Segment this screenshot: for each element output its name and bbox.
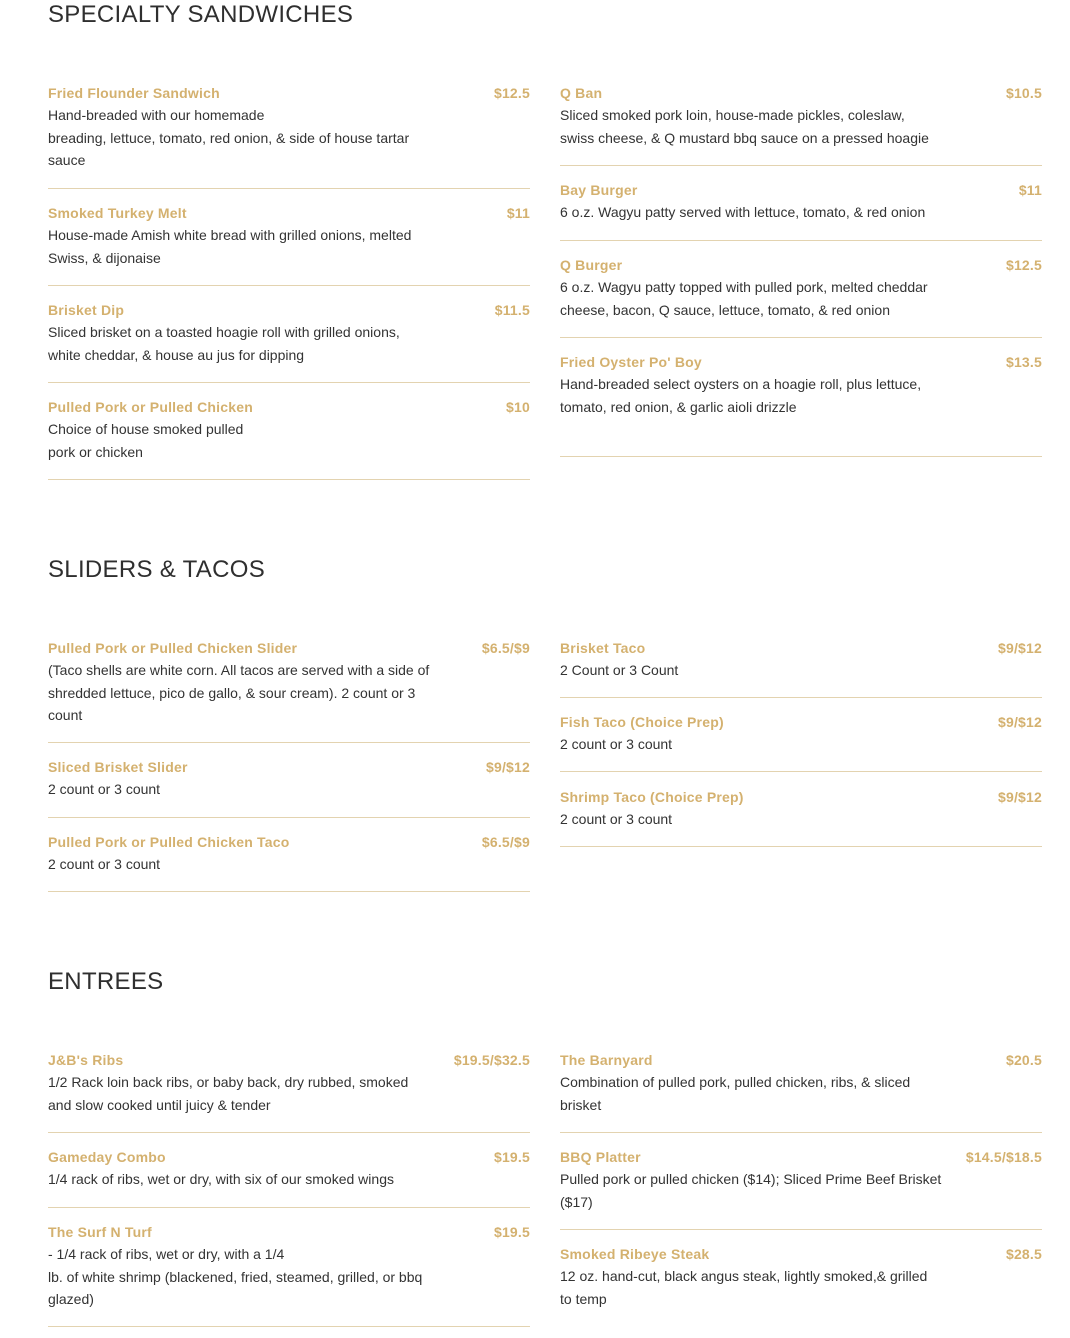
item-description: (Taco shells are white corn. All tacos are served with a side of shredded lettuce, pico de gallo, & sour cream). 2 count or 3 count [48, 662, 430, 723]
item-price: $12.5 [493, 85, 530, 101]
item-price: $11 [1018, 182, 1042, 198]
item-name: Q Ban [560, 85, 603, 101]
item-name: Q Burger [560, 257, 623, 273]
item-price: $9/$12 [997, 789, 1042, 805]
item-name: Smoked Ribeye Steak [560, 1246, 710, 1262]
section-title: SLIDERS & TACOS [48, 556, 266, 583]
item-description: 12 oz. hand-cut, black angus steak, lightly smoked,& grilled to temp [560, 1268, 928, 1307]
menu-item [48, 1146, 530, 1208]
menu-item [48, 756, 530, 818]
item-description: 6 o.z. Wagyu patty topped with pulled pork, melted cheddar cheese, bacon, Q sauce, lettuce, tomato, & red onion [560, 279, 928, 318]
item-price: $11.5 [494, 302, 530, 318]
item-description: Hand-breaded select oysters on a hoagie roll, plus lettuce, tomato, red onion, & garlic aioli drizzle [560, 376, 922, 415]
item-name: Pulled Pork or Pulled Chicken Slider [48, 640, 298, 656]
item-price: $11 [506, 205, 530, 221]
item-price: $12.5 [1005, 257, 1042, 273]
menu-item [560, 1146, 1042, 1230]
item-description: Combination of pulled pork, pulled chicken, ribs, & sliced brisket [560, 1074, 911, 1113]
item-price: $28.5 [1005, 1246, 1042, 1262]
section-specialty-sandwiches [48, 0, 1042, 480]
item-price: $9/$12 [997, 640, 1042, 656]
item-description: Sliced smoked pork loin, house-made pickles, coleslaw, swiss cheese, & Q mustard bbq sauce on a pressed hoagie [560, 107, 929, 146]
item-description: 1/4 rack of ribs, wet or dry, with six of our smoked wings [48, 1171, 394, 1187]
section-sliders-tacos [48, 555, 1042, 895]
item-description: - 1/4 rack of ribs, wet or dry, with a 1/4 lb. of white shrimp (blackened, fried, steamed, grilled, or bbq glazed) [48, 1246, 423, 1307]
menu-item [560, 82, 1042, 166]
item-description: 6 o.z. Wagyu patty served with lettuce, tomato, & red onion [560, 204, 926, 220]
item-description: 2 count or 3 count [560, 736, 673, 752]
item-description: House-made Amish white bread with grilled onions, melted Swiss, & dijonaise [48, 227, 412, 266]
menu-item [560, 351, 1042, 457]
menu-item [560, 1049, 1042, 1133]
item-name: BBQ Platter [560, 1149, 641, 1165]
menu-item [48, 396, 530, 480]
menu-item [48, 202, 530, 286]
item-price: $6.5/$9 [481, 834, 530, 850]
item-description: 2 count or 3 count [48, 856, 161, 872]
item-price: $6.5/$9 [481, 640, 530, 656]
item-name: The Surf N Turf [48, 1224, 152, 1240]
item-price: $19.5/$32.5 [453, 1052, 530, 1068]
item-name: Sliced Brisket Slider [48, 759, 188, 775]
item-price: $19.5 [493, 1224, 530, 1240]
item-name: Brisket Taco [560, 640, 646, 656]
item-name: The Barnyard [560, 1052, 653, 1068]
menu-item [48, 82, 530, 189]
menu-item [48, 637, 530, 743]
item-name: Bay Burger [560, 182, 638, 198]
item-description: Sliced brisket on a toasted hoagie roll with grilled onions, white cheddar, & house au jus for dipping [48, 324, 400, 363]
menu-item [560, 711, 1042, 772]
item-price: $9/$12 [485, 759, 530, 775]
section-entrees [48, 967, 1042, 1338]
item-description: 1/2 Rack loin back ribs, or baby back, dry rubbed, smoked and slow cooked until juicy & tender [48, 1074, 409, 1113]
item-price: $14.5/$18.5 [965, 1149, 1042, 1165]
menu-item [48, 831, 530, 892]
item-name: Pulled Pork or Pulled Chicken [48, 399, 253, 415]
section-title: SPECIALTY SANDWICHES [48, 1, 354, 28]
item-price: $9/$12 [997, 714, 1042, 730]
item-price: $20.5 [1005, 1052, 1042, 1068]
item-name: Gameday Combo [48, 1149, 166, 1165]
item-price: $13.5 [1005, 354, 1042, 370]
item-name: Pulled Pork or Pulled Chicken Taco [48, 834, 290, 850]
menu-item [48, 299, 530, 383]
menu-item [48, 1221, 530, 1327]
menu-item [560, 1243, 1042, 1326]
item-name: Fried Oyster Po' Boy [560, 354, 702, 370]
item-description: Pulled pork or pulled chicken ($14); Sliced Prime Beef Brisket ($17) [560, 1171, 942, 1210]
item-name: Fish Taco (Choice Prep) [560, 714, 724, 730]
menu-item [48, 1049, 530, 1133]
item-name: Smoked Turkey Melt [48, 205, 187, 221]
item-name: J&B's Ribs [48, 1052, 124, 1068]
item-description: 2 count or 3 count [560, 811, 673, 827]
menu-item [560, 786, 1042, 847]
item-name: Shrimp Taco (Choice Prep) [560, 789, 744, 805]
item-price: $10.5 [1005, 85, 1042, 101]
item-description: 2 count or 3 count [48, 781, 161, 797]
item-name: Fried Flounder Sandwich [48, 85, 220, 101]
item-price: $19.5 [493, 1149, 530, 1165]
menu-item [560, 637, 1042, 698]
item-description: Hand-breaded with our homemade breading, lettuce, tomato, red onion, & side of house tartar sauce [48, 107, 410, 168]
item-description: Choice of house smoked pulled pork or chicken [48, 421, 244, 460]
section-title: ENTREES [48, 968, 164, 995]
item-description: 2 Count or 3 Count [560, 662, 679, 678]
item-name: Brisket Dip [48, 302, 125, 318]
menu-item [560, 254, 1042, 338]
menu-item [560, 179, 1042, 241]
item-price: $10 [506, 399, 530, 415]
